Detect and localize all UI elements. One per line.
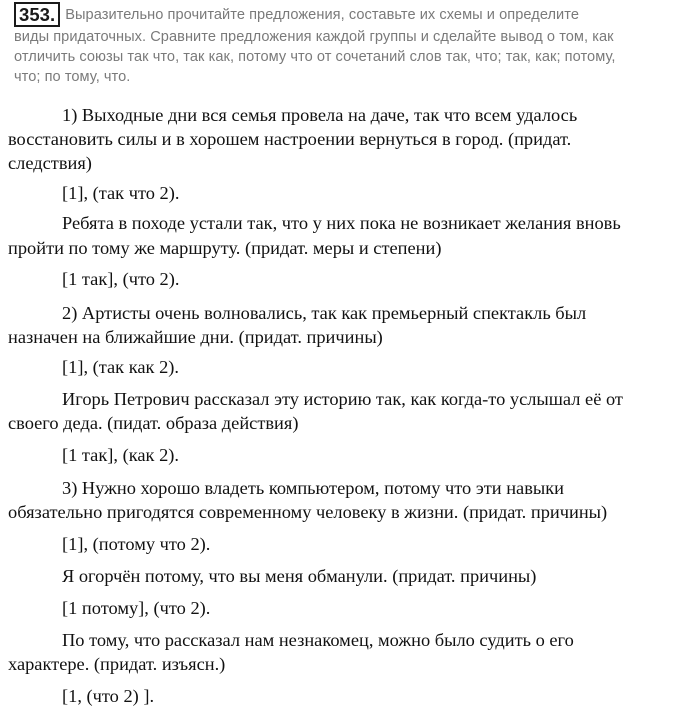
scheme-line: [1 так], (как 2). xyxy=(62,445,179,465)
sentence-line: следствия) xyxy=(8,153,92,173)
task-number: 353. xyxy=(14,2,60,27)
sentence-line: назначен на ближайшие дни. (придат. причины) xyxy=(8,327,383,347)
scheme-line: [1], (так что 2). xyxy=(62,183,180,203)
sentence-line: пройти по тому же маршруту. (придат. меры и степени) xyxy=(8,238,442,258)
sentence-line: По тому, что рассказал нам незнакомец, можно было судить о его xyxy=(62,630,574,650)
task-instruction-line: что; по тому, что. xyxy=(14,69,131,85)
sentence-line: 2) Артисты очень волновались, так как премьерный спектакль был xyxy=(62,303,587,323)
task-instruction-line: Выразительно прочитайте предложения, составьте их схемы и определите xyxy=(65,7,579,23)
task-instruction-line: виды придаточных. Сравните предложения каждой группы и сделайте вывод о том, как xyxy=(14,29,614,45)
sentence-line: Ребята в походе устали так, что у них пока не возникает желания вновь xyxy=(62,213,621,233)
scheme-line: [1 так], (что 2). xyxy=(62,269,180,289)
scheme-line: [1 потому], (что 2). xyxy=(62,598,211,618)
task-header-line-1 xyxy=(14,2,690,27)
scheme-line: [1], (так как 2). xyxy=(62,357,179,377)
sentence-line: 3) Нужно хорошо владеть компьютером, потому что эти навыки xyxy=(62,478,565,498)
sentence-line: своего деда. (пидат. образа действия) xyxy=(8,413,299,433)
sentence-line: обязательно пригодятся современному человеку в жизни. (придат. причины) xyxy=(8,502,608,522)
task-instruction-line: отличить союзы так что, так как, потому что от сочетаний слов так, что; так, как; потому, xyxy=(14,49,616,65)
scheme-line: [1, (что 2) ]. xyxy=(62,686,155,706)
sentence-line: характере. (придат. изъясн.) xyxy=(8,654,226,674)
sentence-line: Игорь Петрович рассказал эту историю так, как когда-то услышал её от xyxy=(62,389,623,409)
sentence-line: восстановить силы и в хорошем настроении вернуться в город. (придат. xyxy=(8,129,572,149)
task-header xyxy=(14,2,690,87)
sentence-line: 1) Выходные дни вся семья провела на даче, так что всем удалось xyxy=(62,105,578,125)
scheme-line: [1], (потому что 2). xyxy=(62,534,211,554)
sentence-line: Я огорчён потому, что вы меня обманули. (придат. причины) xyxy=(62,566,537,586)
